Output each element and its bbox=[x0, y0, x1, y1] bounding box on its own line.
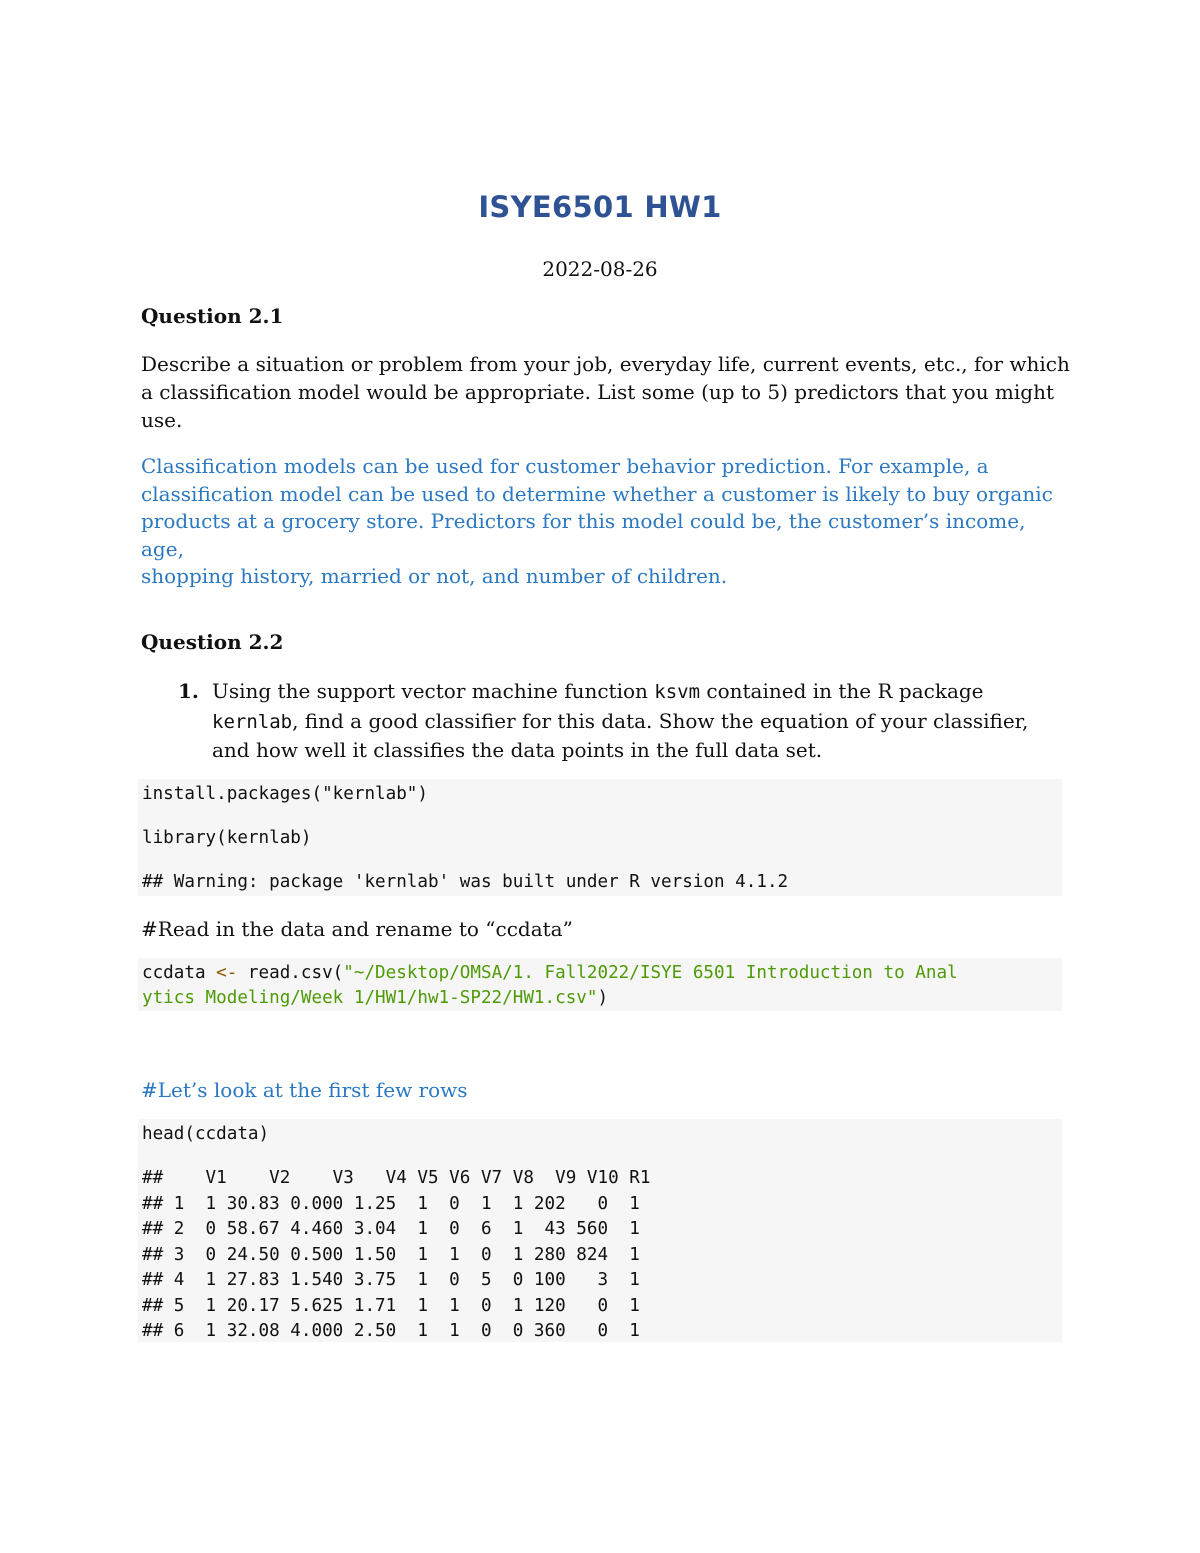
output-row: ## V1 V2 V3 V4 V5 V6 V7 V8 V9 V10 R1 bbox=[142, 1168, 651, 1188]
list-item-line bbox=[212, 677, 1072, 707]
output-row: ## 1 1 30.83 0.000 1.25 1 0 1 1 202 0 1 bbox=[142, 1193, 640, 1214]
code-line: install.packages("kernlab") bbox=[142, 784, 428, 804]
list-item-line: and how well it classifies the data points in the full data set. bbox=[212, 738, 823, 762]
code-string: ytics Modeling/Week 1/HW1/hw1-SP22/HW1.csv" bbox=[142, 988, 598, 1008]
text-run: Using the support vector machine function bbox=[212, 679, 655, 703]
code-operator: <- bbox=[216, 963, 238, 983]
question-2-1-heading: Question 2.1 bbox=[141, 304, 284, 328]
code-block-read-csv bbox=[138, 958, 1062, 1011]
answer-line: shopping history, married or not, and number of children. bbox=[141, 564, 728, 588]
answer-line: classification model can be used to determine whether a customer is likely to buy organic bbox=[141, 481, 1053, 506]
code-line bbox=[142, 988, 608, 1008]
code-token: ) bbox=[597, 988, 609, 1008]
comment-first-rows: #Let’s look at the first few rows bbox=[141, 1078, 468, 1102]
comment-read-data: #Read in the data and rename to “ccdata” bbox=[141, 917, 573, 941]
question-2-1-answer bbox=[141, 453, 1071, 591]
code-line: head(ccdata) bbox=[142, 1124, 270, 1144]
code-token: ccdata bbox=[142, 963, 217, 983]
text-run: contained in the R package bbox=[700, 679, 984, 703]
prompt-line: use. bbox=[141, 408, 183, 432]
list-item-line bbox=[212, 707, 1072, 737]
prompt-line: a classification model would be appropriate. List some (up to 5) predictors that you might bbox=[141, 380, 1055, 404]
question-2-1-prompt bbox=[141, 350, 1071, 434]
output-row: ## 5 1 20.17 5.625 1.71 1 1 0 1 120 0 1 bbox=[142, 1295, 640, 1316]
document-title: ISYE6501 HW1 bbox=[478, 190, 722, 224]
code-line: library(kernlab) bbox=[142, 828, 312, 848]
inline-code-ksvm: ksvm bbox=[654, 681, 701, 703]
answer-line: products at a grocery store. Predictors for this model could be, the customer’s income, age, bbox=[141, 509, 1026, 561]
output-row: ## 3 0 24.50 0.500 1.50 1 1 0 1 280 824 1 bbox=[142, 1244, 640, 1265]
prompt-line: Describe a situation or problem from your job, everyday life, current events, etc., for which bbox=[141, 352, 1070, 376]
code-block-head bbox=[138, 1119, 1062, 1342]
document-date: 2022-08-26 bbox=[542, 257, 658, 281]
text-run: , find a good classifier for this data. Show the equation of your classifier, bbox=[292, 708, 1029, 733]
inline-code-kernlab: kernlab bbox=[212, 710, 293, 733]
output-row: ## 2 0 58.67 4.460 3.04 1 0 6 1 43 560 1 bbox=[142, 1219, 640, 1239]
question-2-2-heading: Question 2.2 bbox=[141, 630, 284, 654]
output-row: ## 6 1 32.08 4.000 2.50 1 1 0 0 360 0 1 bbox=[142, 1321, 640, 1341]
code-output-warning: ## Warning: package 'kernlab' was built under R version 4.1.2 bbox=[142, 872, 789, 892]
code-line bbox=[142, 963, 958, 983]
output-row: ## 4 1 27.83 1.540 3.75 1 0 5 0 100 3 1 bbox=[142, 1270, 640, 1290]
code-token: read.csv( bbox=[237, 963, 344, 983]
list-item-number: 1. bbox=[178, 679, 199, 703]
code-block-install bbox=[138, 779, 1062, 896]
list-item bbox=[212, 677, 1072, 765]
answer-line: Classification models can be used for customer behavior prediction. For example, a bbox=[141, 454, 989, 478]
code-string: "~/Desktop/OMSA/1. Fall2022/ISYE 6501 Introduction to Anal bbox=[343, 963, 958, 983]
